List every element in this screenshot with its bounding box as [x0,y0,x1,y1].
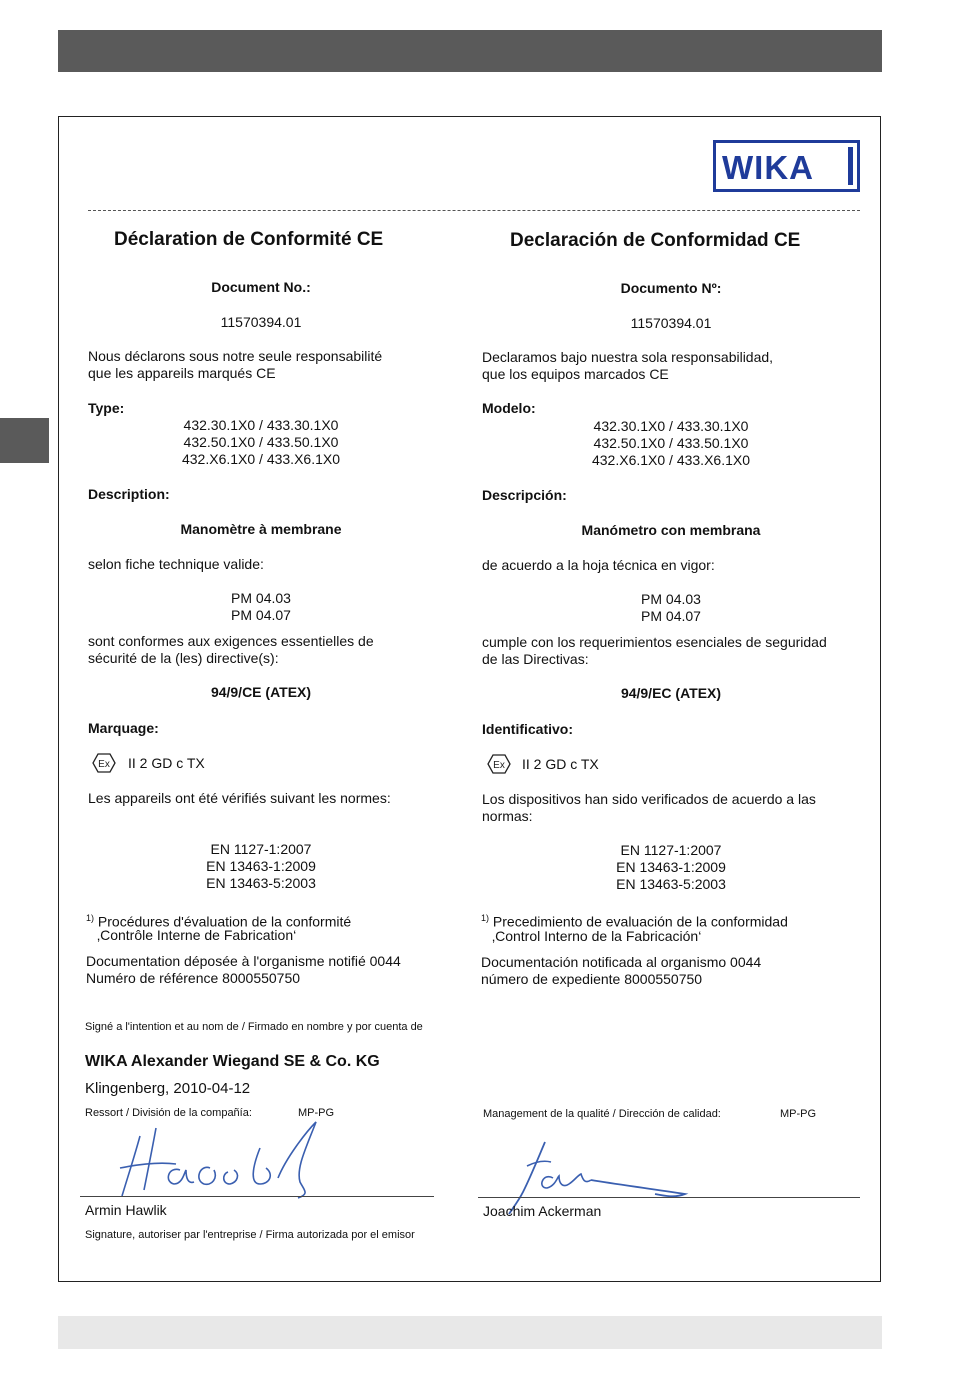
es-norm-1: EN 1127-1:2007 [620,842,722,858]
es-type-1: 432.30.1X0 / 433.30.1X0 [593,418,749,434]
signer-left-name: Armin Hawlik [85,1202,167,1218]
fr-doc-label: Document No.: [211,279,311,295]
es-procedure-text: Precedimiento de evaluación de la conformidad [492,913,788,930]
footer-bar [58,1316,882,1349]
fr-title: Déclaration de Conformité CE [114,229,384,250]
fr-type-label: Type: [88,400,125,416]
fr-procedure-line2: ‚Contrôle Interne de Fabrication‘ [97,927,297,943]
fr-conform-line1: sont conformes aux exigences essentielles de [88,633,374,649]
fr-norm-3: EN 13463-5:2003 [206,875,316,891]
es-documentation-line1: Documentación notificada al organismo 0044 [481,954,762,970]
fr-type-3: 432.X6.1X0 / 433.X6.1X0 [181,451,340,467]
fr-norm-2: EN 13463-1:2009 [206,858,316,874]
es-marking: II 2 GD c TX [522,756,599,772]
es-title: Declaración de Conformidad CE [510,230,801,251]
signature-line-right [478,1197,860,1198]
signature-left [110,1118,330,1200]
fr-marking: II 2 GD c TX [128,755,205,771]
es-datasheet-1: PM 04.03 [641,591,701,607]
fr-directive: 94/9/CE (ATEX) [210,684,312,700]
es-description-label: Descripción: [482,487,567,503]
fr-intro-line2: que les appareils marqués CE [88,365,276,381]
fr-conform-line2: sécurité de la (les) directive(s): [88,650,279,666]
on-behalf-note: Signé a l'intention et au nom de / Firmado en nombre y por cuenta de [85,1021,423,1033]
es-datasheet-2: PM 04.07 [641,608,701,624]
ex-hexagon-icon [92,753,116,773]
es-footnote-mark: 1) [481,913,490,923]
fr-description-label: Description: [88,486,170,502]
wika-logo [713,140,860,192]
fr-type-2: 432.50.1X0 / 433.50.1X0 [183,434,339,450]
division-label: Ressort / División de la compañía: [85,1107,252,1119]
header-divider [88,210,860,211]
es-directive: 94/9/EC (ATEX) [620,685,722,701]
header-bar [58,30,882,72]
fr-documentation-line1: Documentation déposée à l'organisme notifié 0044 [86,953,401,969]
fr-datasheet-2: PM 04.07 [231,607,291,623]
fr-procedure-text: Procédures d'évaluation de la conformité [97,913,352,930]
signer-right-name: Joachim Ackerman [483,1203,602,1219]
es-doc-label: Documento Nº: [620,280,722,296]
quality-label: Management de la qualité / Dirección de calidad: [483,1108,721,1120]
es-norm-3: EN 13463-5:2003 [616,876,726,892]
es-type-2: 432.50.1X0 / 433.50.1X0 [593,435,749,451]
es-intro-line2: que los equipos marcados CE [482,366,669,382]
es-intro-line1: Declaramos bajo nuestra sola responsabilidad, [482,349,774,365]
fr-marking-label: Marquage: [88,720,159,736]
signature-note: Signature, autoriser par l'entreprise / Firma autorizada por el emisor [85,1229,415,1241]
fr-datasheet-label: selon fiche technique valide: [88,556,264,572]
ex-hexagon-icon [487,754,511,774]
es-conform-line2: de las Directivas: [482,651,589,667]
es-type-label: Modelo: [482,400,536,416]
quality-code: MP-PG [780,1108,817,1120]
es-marking-label: Identificativo: [482,721,574,737]
es-procedure-line2: ‚Control Interno de la Fabricación‘ [492,928,702,944]
fr-documentation-line2: Numéro de référence 8000550750 [86,970,301,986]
es-norms-label-line2: normas: [482,808,533,824]
es-documentation-line2: número de expediente 8000550750 [481,971,703,987]
es-norm-2: EN 13463-1:2009 [616,859,726,875]
logo-text: WIKA [722,149,814,186]
fr-norm-1: EN 1127-1:2007 [210,841,312,857]
svg-text:Ex: Ex [98,759,110,770]
fr-norms-label: Les appareils ont été vérifiés suivant les normes: [88,790,391,806]
fr-datasheet-1: PM 04.03 [231,590,291,606]
chapter-tab [0,418,49,463]
svg-text:Ex: Ex [493,760,505,771]
fr-description: Manomètre à membrane [180,521,342,537]
logo-bar [848,147,853,185]
place-date: Klingenberg, 2010-04-12 [85,1080,251,1097]
fr-doc-number: 11570394.01 [220,314,302,330]
es-description: Manómetro con membrana [581,522,761,538]
company-name: WIKA Alexander Wiegand SE & Co. KG [85,1053,380,1070]
es-doc-number: 11570394.01 [630,315,712,331]
es-datasheet-label: de acuerdo a la hoja técnica en vigor: [482,557,715,573]
es-type-3: 432.X6.1X0 / 433.X6.1X0 [591,452,750,468]
division-code: MP-PG [298,1107,335,1119]
signature-line-left [80,1196,434,1197]
fr-intro-line1: Nous déclarons sous notre seule responsabilité [88,348,383,364]
fr-footnote-mark: 1) [86,913,95,923]
fr-type-1: 432.30.1X0 / 433.30.1X0 [183,417,339,433]
es-conform-line1: cumple con los requerimientos esenciales de seguridad [482,634,827,650]
es-norms-label-line1: Los dispositivos han sido verificados de acuerdo a las [482,791,816,807]
